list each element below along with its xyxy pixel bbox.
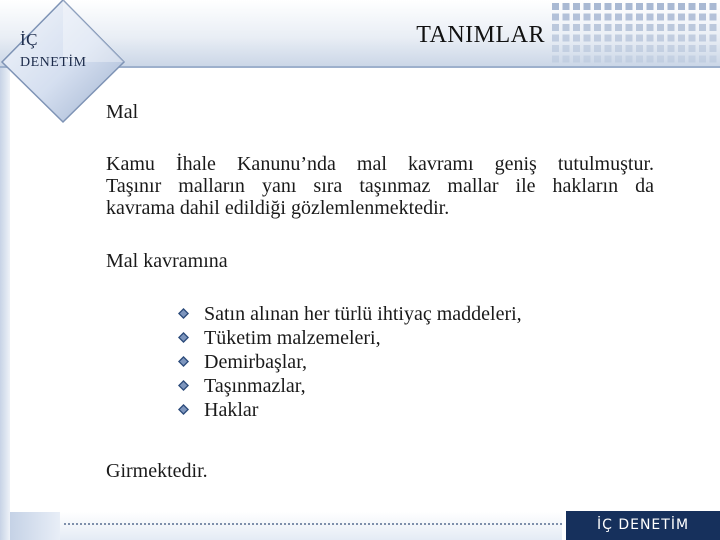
diamond-bullet-icon [178,380,189,391]
grid-square [573,14,580,21]
header-grid-pattern [548,0,720,66]
grid-square [605,14,612,21]
grid-square [563,3,570,10]
grid-square [657,35,664,42]
grid-square [615,14,622,21]
grid-square [657,24,664,31]
grid-square [552,3,559,10]
list-intro: Mal kavramına [106,250,228,272]
grid-square [584,45,591,52]
grid-square [573,56,580,63]
list-item-text: Tüketim malzemeleri, [204,327,381,349]
grid-square [626,14,633,21]
footer-dotted-line [64,523,564,525]
grid-square [552,14,559,21]
grid-square [668,45,675,52]
grid-square [636,45,643,52]
grid-square [552,56,559,63]
grid-square [668,14,675,21]
grid-square [699,3,706,10]
grid-square [710,14,717,21]
grid-square [594,35,601,42]
grid-square [584,24,591,31]
grid-square [668,24,675,31]
grid-square [657,45,664,52]
grid-square [668,56,675,63]
grid-square [594,24,601,31]
grid-square [699,14,706,21]
logo-text-line2: DENETİM [20,55,87,70]
grid-square [615,35,622,42]
list-item [178,326,522,350]
grid-square [710,35,717,42]
section-heading: Mal [106,101,139,123]
grid-square [573,45,580,52]
diamond-bullet-icon [178,332,189,343]
grid-square [615,3,622,10]
grid-square [573,3,580,10]
grid-square [636,24,643,31]
grid-square [699,35,706,42]
grid-square [668,3,675,10]
grid-square [699,56,706,63]
grid-square [615,56,622,63]
grid-square [678,56,685,63]
grid-square [710,3,717,10]
paragraph-line-3: kavrama dahil edildiği gözlemlenmektedir. [106,197,450,219]
grid-square [563,45,570,52]
grid-square [573,24,580,31]
list-item [178,374,522,398]
bullet-list [178,302,522,422]
grid-square [563,14,570,21]
grid-square [626,24,633,31]
grid-square [563,24,570,31]
list-item-text: Satın alınan her türlü ihtiyaç maddeleri, [204,303,522,325]
grid-square [689,35,696,42]
grid-square [678,35,685,42]
page-title: TANIMLAR [416,22,545,48]
grid-square [657,14,664,21]
logo-text-line1: İÇ [20,30,38,49]
grid-square [636,3,643,10]
grid-square [605,35,612,42]
grid-square [552,35,559,42]
list-item [178,302,522,326]
paragraph-line-1: Kamu İhale Kanunu’nda mal kavramı geniş tutulmuştur. [106,153,654,175]
grid-square [594,45,601,52]
diamond-bullet-icon [178,308,189,319]
grid-square [626,45,633,52]
grid-square [605,3,612,10]
grid-square [699,24,706,31]
grid-square [678,45,685,52]
grid-square [689,14,696,21]
grid-square [689,3,696,10]
definition-paragraph [106,153,654,219]
grid-square [563,35,570,42]
grid-square [615,45,622,52]
closing-text: Girmektedir. [106,460,208,482]
grid-square [689,56,696,63]
list-item-text: Haklar [204,399,259,421]
grid-square [626,3,633,10]
diamond-bullet-icon [178,356,189,367]
grid-square [678,14,685,21]
grid-square [647,56,654,63]
grid-square [647,45,654,52]
grid-square [647,14,654,21]
grid-square [689,24,696,31]
grid-square [699,45,706,52]
grid-square [584,3,591,10]
list-item-text: Taşınmazlar, [204,375,306,397]
grid-square [710,24,717,31]
grid-square [584,35,591,42]
list-item-text: Demirbaşlar, [204,351,308,373]
grid-square [573,35,580,42]
grid-square [710,45,717,52]
list-item [178,350,522,374]
footer-band [10,512,562,540]
paragraph-line-2: Taşınır malların yanı sıra taşınmaz mallar ile hakların da [106,175,654,197]
grid-square [678,24,685,31]
grid-square [657,3,664,10]
grid-square [636,35,643,42]
list-item [178,398,522,422]
grid-square [584,56,591,63]
grid-square [710,56,717,63]
grid-square [647,24,654,31]
grid-square [626,56,633,63]
grid-square [636,56,643,63]
diamond-bullet-icon [178,404,189,415]
grid-square [605,56,612,63]
grid-square [563,56,570,63]
grid-square [647,3,654,10]
grid-square [647,35,654,42]
footer-accent [10,512,60,540]
grid-square [626,35,633,42]
grid-square [552,45,559,52]
grid-square [615,24,622,31]
grid-square [594,3,601,10]
grid-square [605,24,612,31]
grid-square [689,45,696,52]
grid-square [668,35,675,42]
grid-square [678,3,685,10]
footer-label: İÇ DENETİM [566,511,720,540]
grid-square [552,24,559,31]
grid-square [594,14,601,21]
grid-square [584,14,591,21]
grid-square [657,56,664,63]
grid-square [594,56,601,63]
grid-square [636,14,643,21]
grid-square [605,45,612,52]
